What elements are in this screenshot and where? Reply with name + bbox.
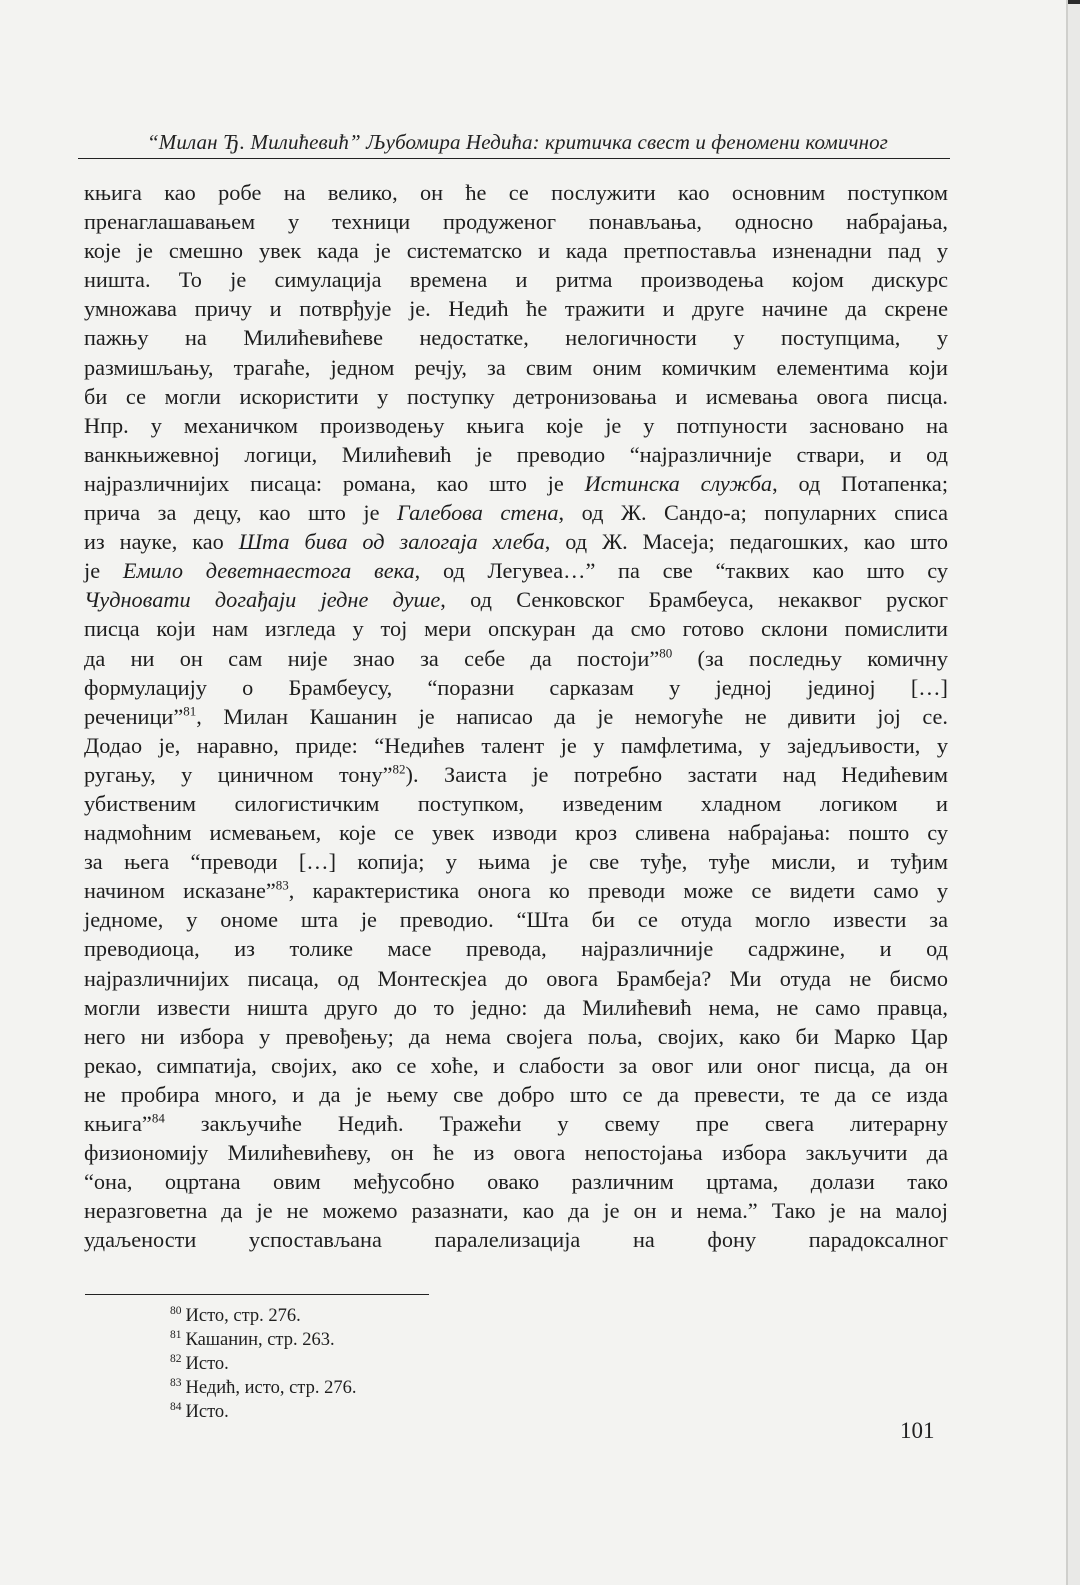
text-line: [84, 702, 948, 731]
text-run: , карактеристика онога ко преводи може се видети само у: [288, 878, 948, 904]
text-run: размишљању, трагаће, једном речју, за свим оним комичким елементима који: [84, 354, 948, 380]
text-run: надмоћним исмевањем, које се увек изводи кроз сливена набрајања: пошто су: [84, 820, 948, 846]
text-run: убиственим силогистичким поступком, изведеним хладном логиком и: [84, 790, 948, 816]
text-run: неразговетна да је не можемо разазнати, као да је он и нема.” Тако је на малој: [84, 1198, 948, 1224]
text-line: [84, 1022, 948, 1051]
text-line: [84, 731, 948, 760]
text-line: [84, 469, 948, 498]
text-run: Додао је, наравно, приде: “Недићев талент је у памфлетима, у заједљивости, у: [84, 732, 948, 758]
page-number: 101: [900, 1418, 935, 1443]
text-line: [84, 440, 948, 469]
text-line: [84, 818, 948, 847]
text-line: [84, 411, 948, 440]
text-run: , од Ж. Сандо-а; популарних списа: [558, 500, 948, 526]
footnote-number: 82: [170, 1352, 182, 1365]
footnote-item: [170, 1304, 357, 1328]
text-line: [84, 1051, 948, 1080]
text-run: , од Сенковског Брамбеуса, некаквог руског: [440, 587, 948, 613]
footnote-item: [170, 1352, 357, 1376]
text-line: [84, 178, 948, 207]
text-line: [84, 993, 948, 1022]
text-run: би се могли искористити у поступку детронизовања и исмевања овога писца.: [84, 383, 948, 409]
footnote-ref: 84: [151, 1110, 165, 1126]
text-line: [84, 1138, 948, 1167]
text-run: удаљености успостављана паралелизација на фону парадоксалног: [84, 1227, 948, 1253]
text-run: најразличнијих писаца, од Монтескјеа до овога Брамбеја? Ми отуда не бисмо: [84, 965, 948, 991]
footnotes: [170, 1304, 357, 1424]
text-line: [84, 1109, 948, 1138]
text-run: које је смешно увек када је систематско и када претпоставља изненадни пад у: [84, 238, 948, 264]
text-run: једноме, у ономе шта је преводио. “Шта би се отуда могло извести за: [84, 907, 948, 933]
footnote-ref: 80: [659, 645, 673, 661]
text-run: , од Ж. Масеја; педагошких, као што: [544, 529, 948, 555]
text-run: најразличнијих писаца: романа, као што је: [84, 470, 585, 496]
text-run: књига као робе на велико, он ће се послужити као основним поступком: [84, 180, 948, 205]
footnote-text: Кашанин, стр. 263.: [185, 1330, 335, 1350]
text-line: [84, 323, 948, 352]
text-run: , од Потапенка;: [772, 470, 949, 496]
text-run: Нпр. у механичком производењу књига које је у потпуности засновано на: [84, 412, 948, 438]
footnote-item: [170, 1328, 357, 1352]
book-title: Галебова стена: [397, 500, 559, 526]
header-rule: [78, 158, 950, 159]
text-line: [84, 644, 948, 673]
text-line: [84, 614, 948, 643]
text-run: ванкњижевној логици, Милићевић је преводио “најразличније ствари, и од: [84, 441, 948, 467]
footnote-number: 83: [170, 1376, 182, 1389]
text-line: [84, 934, 948, 963]
text-run: закључиће Недић. Тражећи у свему пре свега литерарну: [164, 1111, 948, 1136]
text-line: [84, 527, 948, 556]
text-line: [84, 673, 948, 702]
text-run: (за последњу комичну: [672, 645, 948, 671]
book-title: Емило деветнаестога века: [122, 558, 415, 584]
text-run: физиономију Милићевићеву, он ће из овога непостојања избора закључити да: [84, 1140, 948, 1166]
text-run: писца који нам изгледа у тој мери опскуран да смо готово склони помислити: [84, 616, 948, 642]
book-title: Чудновати догађаји једне душе: [84, 587, 441, 613]
text-run: , Милан Кашанин је написао да је немогуће не дивити јој се.: [196, 703, 948, 729]
text-run: умножава причу и потврђује је. Недић ће тражити и друге начине да скрене: [84, 296, 948, 322]
text-line: [84, 265, 948, 294]
text-line: [84, 1080, 948, 1109]
text-run: начином исказане”: [84, 878, 276, 904]
text-line: [84, 498, 948, 527]
text-line: [84, 847, 948, 876]
text-line: [84, 760, 948, 789]
footnote-item: [170, 1400, 357, 1424]
text-run: је: [84, 558, 123, 584]
text-line: [84, 294, 948, 323]
footnote-text: Недић, исто, стр. 276.: [185, 1378, 357, 1398]
text-run: могли извести ништа друго до то једно: да Милићевић нема, не само правца,: [84, 994, 948, 1020]
text-run: него ни избора у превођењу; да нема својега поља, својих, како би Марко Цар: [84, 1023, 948, 1049]
text-run: ништа. То је симулација времена и ритма производења којом дискурс: [84, 267, 948, 293]
footnote-number: 84: [170, 1400, 182, 1413]
text-run: , од Легувеа…” па све “таквих као што су: [414, 558, 948, 584]
footnote-text: Исто, стр. 276.: [185, 1306, 301, 1326]
text-line: [84, 876, 948, 905]
footnote-text: Исто.: [185, 1402, 229, 1422]
text-line: [84, 556, 948, 585]
text-run: не пробира много, и да је њему све добро што се да превести, те да се изда: [84, 1081, 948, 1107]
text-line: [84, 382, 948, 411]
text-run: да ни он сам није знао за себе да постоји”: [84, 645, 660, 671]
body-text: [84, 178, 948, 1254]
footnote-ref: 82: [392, 761, 406, 777]
text-line: [84, 353, 948, 382]
footnote-rule: [85, 1294, 429, 1295]
text-run: прича за децу, као што је: [84, 500, 397, 526]
text-line: [84, 1196, 948, 1225]
text-run: реченици”: [84, 703, 184, 729]
text-line: [84, 1225, 948, 1254]
text-run: пажњу на Милићевићеве недостатке, нелогичности у поступцима, у: [84, 325, 948, 351]
text-line: [84, 964, 948, 993]
running-head: “Милан Ђ. Милићевић” Љубомира Недића: критичка свест и феномени комичног: [147, 130, 888, 154]
text-run: за њега “преводи […] копија; у њима је све туђе, туђе мисли, и туђим: [84, 849, 948, 875]
text-run: ). Заиста је потребно застати над Недићевим: [405, 761, 948, 787]
book-title: Истинска служба: [584, 470, 773, 496]
text-line: [84, 585, 948, 614]
footnote-number: 80: [170, 1304, 182, 1317]
text-line: [84, 236, 948, 265]
text-run: књига”: [84, 1111, 152, 1136]
text-line: [84, 1167, 948, 1196]
text-run: рекао, симпатија, својих, ако се хоће, и слабости за овог или оног писца, да он: [84, 1052, 948, 1078]
text-run: из науке, као: [84, 529, 239, 555]
text-line: [84, 789, 948, 818]
footnote-ref: 81: [183, 703, 197, 719]
text-line: [84, 207, 948, 236]
footnote-ref: 83: [275, 877, 289, 893]
text-line: [84, 905, 948, 934]
text-run: преводиоца, из толике масе превода, најразличније садржине, и од: [84, 936, 948, 962]
text-run: ругању, у циничном тону”: [84, 761, 393, 787]
footnote-text: Исто.: [185, 1354, 229, 1374]
footnote-number: 81: [170, 1328, 182, 1341]
text-run: пренаглашавањем у техници продуженог понављања, односно набрајања,: [84, 209, 948, 235]
footnote-item: [170, 1376, 357, 1400]
book-title: Шта бива од залогаја хлеба: [238, 529, 545, 555]
text-run: “она, оцртана овим међусобно овако различним цртама, долази тако: [84, 1169, 948, 1195]
text-run: формулацију о Брамбеусу, “поразни сарказам у једној јединој […]: [84, 674, 948, 700]
